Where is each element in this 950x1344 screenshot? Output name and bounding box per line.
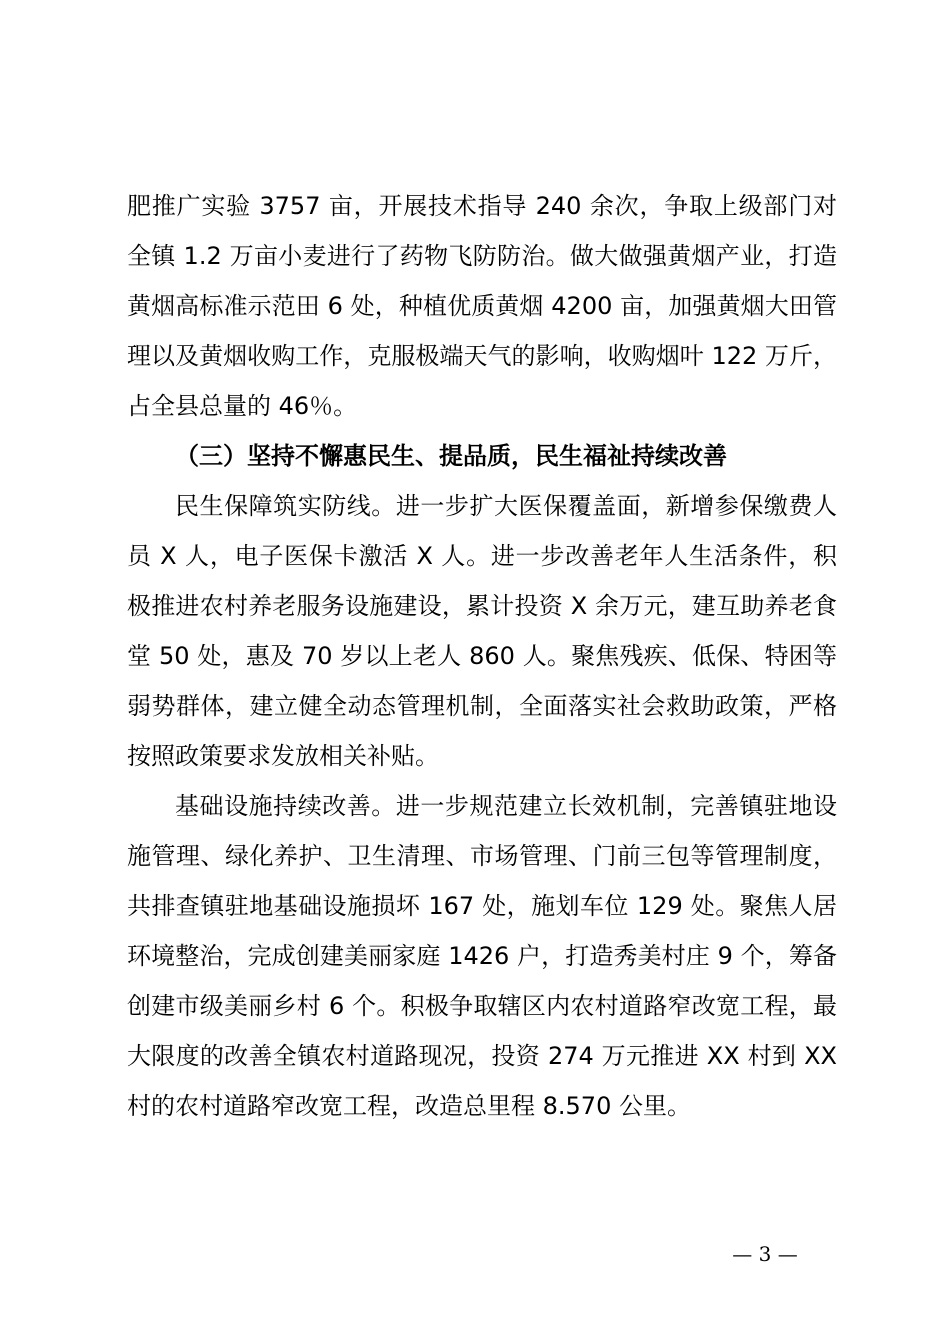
page-number: — 3 — bbox=[732, 1242, 798, 1266]
paragraph-agriculture-continuation: 肥推广实验 3757 亩，开展技术指导 240 余次，争取上级部门对全镇 1.2 万亩小麦进行了药物飞防防治。做大做强黄烟产业，打造黄烟高标准示范田 6 处，种植优质黄烟 4200 亩，加强黄烟大田管理以及黄烟收购工作，克服极端天气的影响，收购烟叶 122 万斤，占全县总量的 46％。 bbox=[127, 192, 837, 420]
paragraph-social-security: 民生保障筑实防线。进一步扩大医保覆盖面，新增参保缴费人员 X 人，电子医保卡激活 X 人。进一步改善老年人生活条件，积极推进农村养老服务设施建设，累计投资 X 余万元，建互助养老食堂 50 处，惠及 70 岁以上老人 860 人。聚焦残疾、低保、特困等弱势群体，建立健全动态管理机制，全面落实社会救助政策，严格按照政策要求发放相关补贴。 bbox=[127, 492, 837, 770]
paragraph-infrastructure: 基础设施持续改善。进一步规范建立长效机制，完善镇驻地设施管理、绿化养护、卫生清理、市场管理、门前三包等管理制度，共排查镇驻地基础设施损坏 167 处，施划车位 129 处。聚焦人居环境整治，完成创建美丽家庭 1426 户，打造秀美村庄 9 个，筹备创建市级美丽乡村 6 个。积极争取辖区内农村道路窄改宽工程，最大限度的改善全镇农村道路现况，投资 274 万元推进 XX 村到 XX 村的农村道路窄改宽工程，改造总里程 8.570 公里。 bbox=[127, 792, 837, 1120]
section-heading-livelihood: （三）坚持不懈惠民生、提品质，民生福祉持续改善 bbox=[175, 442, 727, 470]
document-body bbox=[127, 181, 837, 1131]
